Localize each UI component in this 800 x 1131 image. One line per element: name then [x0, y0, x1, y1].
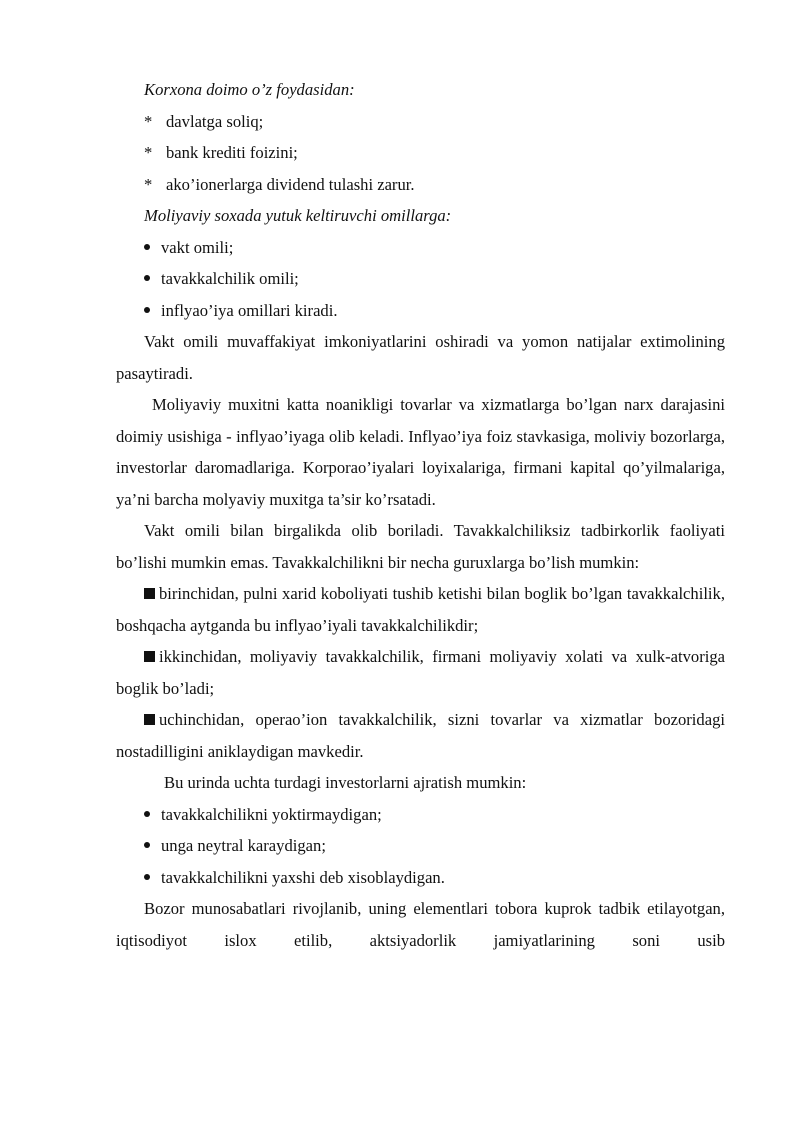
star-list-text: davlatga soliq;	[166, 111, 264, 131]
square-bullet-icon	[144, 714, 155, 725]
heading-korxona: Korxona doimo o’z foydasidan:	[144, 80, 355, 99]
bullet-text: unga neytral karaydigan;	[161, 836, 326, 855]
star-list-item	[116, 169, 725, 201]
square-list-text: ikkinchidan, moliyaviy tavakkalchilik, firmani moliyaviy xolati va xulk-atvoriga boglik bo’ladi;	[116, 647, 725, 698]
paragraph-investorlar: Bu urinda uchta turdagi investorlarni ajratish mumkin:	[164, 773, 527, 792]
square-bullet-icon	[144, 651, 155, 662]
square-list-text: uchinchidan, operao’ion tavakkalchilik, sizni tovarlar va xizmatlar bozoridagi nostadilligini aniklaydigan mavkedir.	[116, 710, 725, 761]
paragraph-tavakkalchilik: Vakt omili bilan birgalikda olib boriladi. Tavakkalchiliksiz tadbirkorlik faoliyati bo’lishi mumkin emas. Tavakkalchilikni bir necha guruxlarga bo’lish mumkin:	[116, 521, 725, 572]
star-list-text: bank krediti foizini;	[166, 143, 298, 162]
bullet-text: vakt omili;	[161, 237, 234, 257]
star-marker: *	[144, 174, 153, 194]
bullet-list-item	[116, 232, 725, 264]
paragraph-bozor: Bozor munosabatlari rivojlanib, uning elementlari tobora kuprok tadbik etilayotgan, iqtisodiyot islox etilib, aktsiyadorlik jamiyatlarining soni usib	[116, 899, 725, 950]
document-page	[116, 74, 725, 956]
bullet-list-item	[116, 263, 725, 295]
square-list-item	[116, 578, 725, 641]
bullet-text: tavakkalchilikni yaxshi deb xisoblaydigan.	[161, 867, 445, 887]
square-list-item	[116, 641, 725, 704]
square-list-item	[116, 704, 725, 767]
square-list-text: birinchidan, pulni xarid koboliyati tushib ketishi bilan boglik bo’lgan tavakkalchilik, boshqacha aytganda bu inflyao’iyali tavakkalchilikdir;	[116, 584, 725, 635]
paragraph-vakt-omili: Vakt omili muvaffakiyat imkoniyatlarini oshiradi va yomon natijalar extimolining pasaytiradi.	[116, 332, 725, 383]
bullet-list-item	[116, 295, 725, 327]
paragraph-moliyaviy-muxit: Moliyaviy muxitni katta noanikligi tovarlar va xizmatlarga bo’lgan narx darajasini doimiy usishiga - inflyao’iyaga olib keladi. Inflyao’iya foiz stavkasiga, moliviy bozorlarga, investorlar daromadlariga. Korporao’iyalari loyixalariga, firmani kapital qo’yilmalariga, ya’ni barcha molyaviy muxitga ta’sir ko’rsatadi.	[116, 395, 725, 509]
bullet-text: tavakkalchilikni yoktirmaydigan;	[161, 804, 382, 824]
bullet-text: tavakkalchilik omili;	[161, 269, 299, 288]
star-marker: *	[144, 143, 153, 162]
bullet-dot-icon	[144, 244, 150, 250]
bullet-dot-icon	[144, 874, 150, 880]
bullet-list-item	[116, 799, 725, 831]
heading-moliyaviy: Moliyaviy soxada yutuk keltiruvchi omillarga:	[144, 206, 452, 225]
bullet-text: inflyao’iya omillari kiradi.	[161, 300, 338, 320]
bullet-dot-icon	[144, 307, 150, 313]
star-marker: *	[144, 111, 153, 131]
star-list-item	[116, 137, 725, 169]
star-list-item	[116, 106, 725, 138]
bullet-list-item	[116, 830, 725, 862]
bullet-list-item	[116, 862, 725, 894]
square-bullet-icon	[144, 588, 155, 599]
bullet-dot-icon	[144, 842, 150, 848]
bullet-dot-icon	[144, 811, 150, 817]
bullet-dot-icon	[144, 275, 150, 281]
star-list-text: ako’ionerlarga dividend tulashi zarur.	[166, 174, 415, 194]
